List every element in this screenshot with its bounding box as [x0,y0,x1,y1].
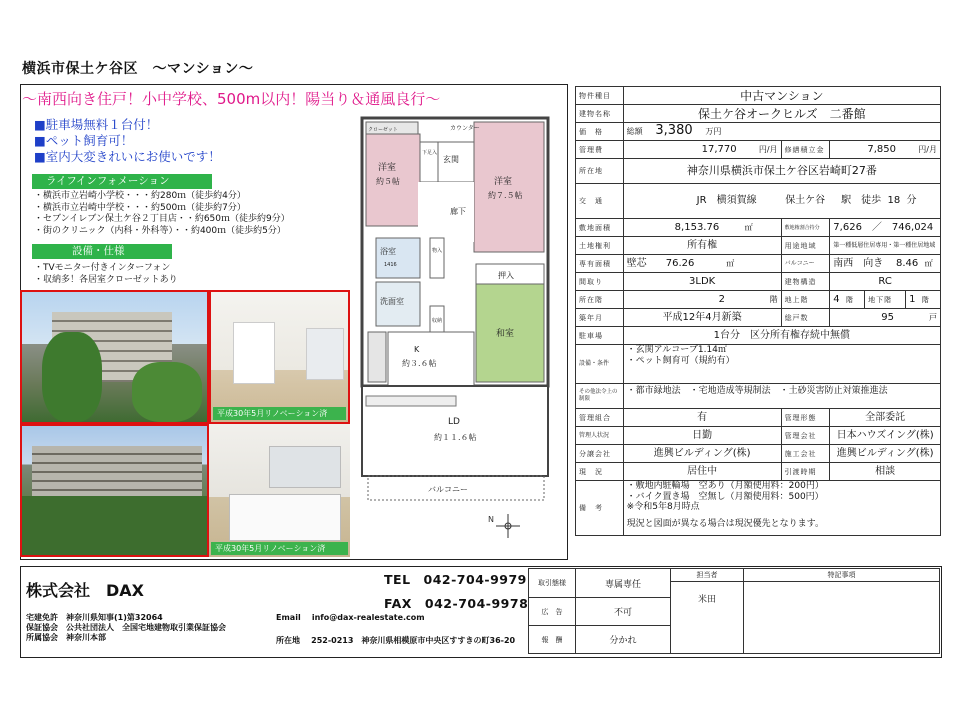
floorplan-label: カウンター [450,125,480,132]
building-facade [32,446,202,496]
license: 宅建免許 神奈川県知事(1)第32064 [26,613,163,622]
equipment-list [34,263,334,286]
floorplan-label: 下足入 [422,150,438,156]
photo-caption: 平成30年5月リノベーション済 [213,407,346,420]
table-row: 管理費 17,770 円/月 修繕積立金 7,850 円/月 [576,141,941,159]
table-row: 交 通 JR 横須賀線 保土ケ谷 駅 徒歩 18 分 [576,184,941,219]
door [233,322,275,384]
floorplan-label: 物入 [432,248,443,254]
floorplan-label: 収納 [432,318,443,324]
table-row: 設備・条件 ・玄関アルコーブ1.14㎡ ・ペット飼育可（規約有） [576,345,941,384]
tree [42,332,102,422]
life-info-list [34,191,334,237]
table-row: 管理人状況 日勤 管理会社 日本ハウズイング(株) [576,427,941,445]
floorplan-label: 洋室 [378,163,397,173]
table-row: 報 酬 分かれ [529,626,940,654]
company-fax: FAX 042-704-9978 [384,596,529,611]
list-item: ・セブンイレブン保土ケ谷２丁目店・・約650ｍ（徒歩約9分） [34,214,290,224]
page-title: 横浜市保土ケ谷区 ～マンション～ [22,61,254,77]
kitchen-photo [209,424,350,557]
floorplan-label: クローゼット [368,127,398,133]
guarantee: 保証協会 公共社団法人 全国宅地建物取引業保証協会 [26,623,226,632]
kitchen-counter [229,494,341,541]
company-tel[interactable]: TEL 042-704-9979 [384,572,527,587]
exterior-photo [20,290,209,424]
table-row: 価 格 総額 3,380 万円 [576,123,941,141]
floorplan-label: 1416 [384,262,397,268]
table-row: 所在階 2 階 地上階 4 階 地下階 1 階 [576,291,941,309]
room-western-2 [474,122,544,252]
table-row: 物件種目 中古マンション [576,87,941,105]
table-row: 所在地 神奈川県横浜市保土ケ谷区岩崎町27番 [576,159,941,184]
floorplan-label: 玄関 [443,155,459,164]
table-row: 備 考 ・敷地内駐輪場 空あり（月額使用料：200円） ・バイク置き場 空無し（月額使用料：500円） ※令和5年8月時点 現況と図面が異なる場合は現況優先となります。 [576,481,941,536]
table-row: 敷地面積 8,153.76 ㎡ 敷地権割合持分 7,626 ／ 746,024 [576,219,941,237]
building-photo [20,424,209,557]
highlight-item: ■ペット飼育可！ [34,133,134,148]
table-row: 建物名称 保土ケ谷オークヒルズ 二番館 [576,105,941,123]
greenery [22,496,209,557]
table-row: 分譲会社 進興ビルディング(株) 施工会社 進興ビルディング(株) [576,445,941,463]
table-row: 管理組合 有 管理形態 全部委託 [576,409,941,427]
floorplan-label: K [414,345,420,354]
life-info-heading: ライフインフォメーション [32,174,212,189]
floorplan-label: 押入 [498,271,514,280]
floor-plan [358,114,562,544]
agency-table [528,568,940,654]
table-row: 専有面積 壁芯 76.26 ㎡ バルコニー 南西 向き 8.46 ㎡ [576,255,941,273]
bathroom [376,238,420,278]
floorplan-label: 洋室 [494,177,513,187]
highlight-item: ■室内大変きれいにお使いです！ [34,149,221,164]
floorplan-label: 約５帖 [376,177,400,186]
table-row: 現 況 居住中 引渡時期 相談 [576,463,941,481]
table-row: 駐車場 1台分 区分所有権存続中無償 [576,327,941,345]
floorplan-label: バルコニー [428,485,468,494]
list-item: ・横浜市立岩崎中学校・・・約500ｍ（徒歩約7分） [34,202,246,213]
company-email[interactable]: Email info@dax-realestate.com [276,613,425,622]
property-spec-table [575,86,941,536]
floorplan-label: 浴室 [380,247,396,256]
table-row: 取引態様 専属専任 担当者 特記事項 [529,569,940,582]
list-item: ・街のクリニック（内科・外科等）・・約400ｍ（徒歩約5分） [34,225,286,236]
interior-photo-1 [209,290,350,424]
table-row: その他法令上の制限 ・都市緑地法 ・宅地造成等規制法 ・土砂災害防止対策推進法 [576,384,941,409]
photo-caption: 平成30年5月リノベーション済 [211,542,348,555]
table-row: 築年月 平成12年4月新築 総戸数 95 戸 [576,309,941,327]
association: 所属協会 神奈川本部 [26,633,106,642]
equipment-heading: 設備・仕様 [32,244,172,259]
highlight-item: ■駐車場無料１台付！ [34,117,159,132]
table-row: 間取り 3LDK 建物構造 RC [576,273,941,291]
floorplan-label: LD [448,417,460,427]
table-row: 米田 [529,582,940,598]
list-item: ・収納多！各居室クローゼットあり [34,274,178,285]
floorplan-label: 和室 [496,329,515,339]
list-item: ・TVモニター付きインターフォン [34,263,171,273]
window [306,328,344,380]
table-row: 土地権利 所有権 用途地域 第一種低層住居専用・第一種住居地域 [576,237,941,255]
company-info [26,613,226,643]
floorplan-label: 約１１.６帖 [434,433,477,442]
table-row: 広 告 不可 [529,598,940,626]
company-address: 所在地 252-0213 神奈川県相模原市中央区すすきの町36-20 [276,636,516,645]
svg-text:N: N [488,515,494,524]
floorplan-label: 洗面室 [380,297,404,306]
range-hood [269,446,341,488]
highlights [34,117,324,165]
floorplan-label: 廊下 [450,207,466,216]
floorplan-label: 約７.５帖 [488,191,523,200]
list-item: ・横浜市立岩崎小学校・・・約280ｍ（徒歩約4分） [34,191,246,201]
headline: ～南西向き住戸！小中学校、500m以内！陽当り＆通風良行～ [22,90,441,108]
floorplan-label: 約３.６帖 [402,359,437,368]
company-name: 株式会社 DAX [26,581,145,600]
tree [132,362,202,422]
